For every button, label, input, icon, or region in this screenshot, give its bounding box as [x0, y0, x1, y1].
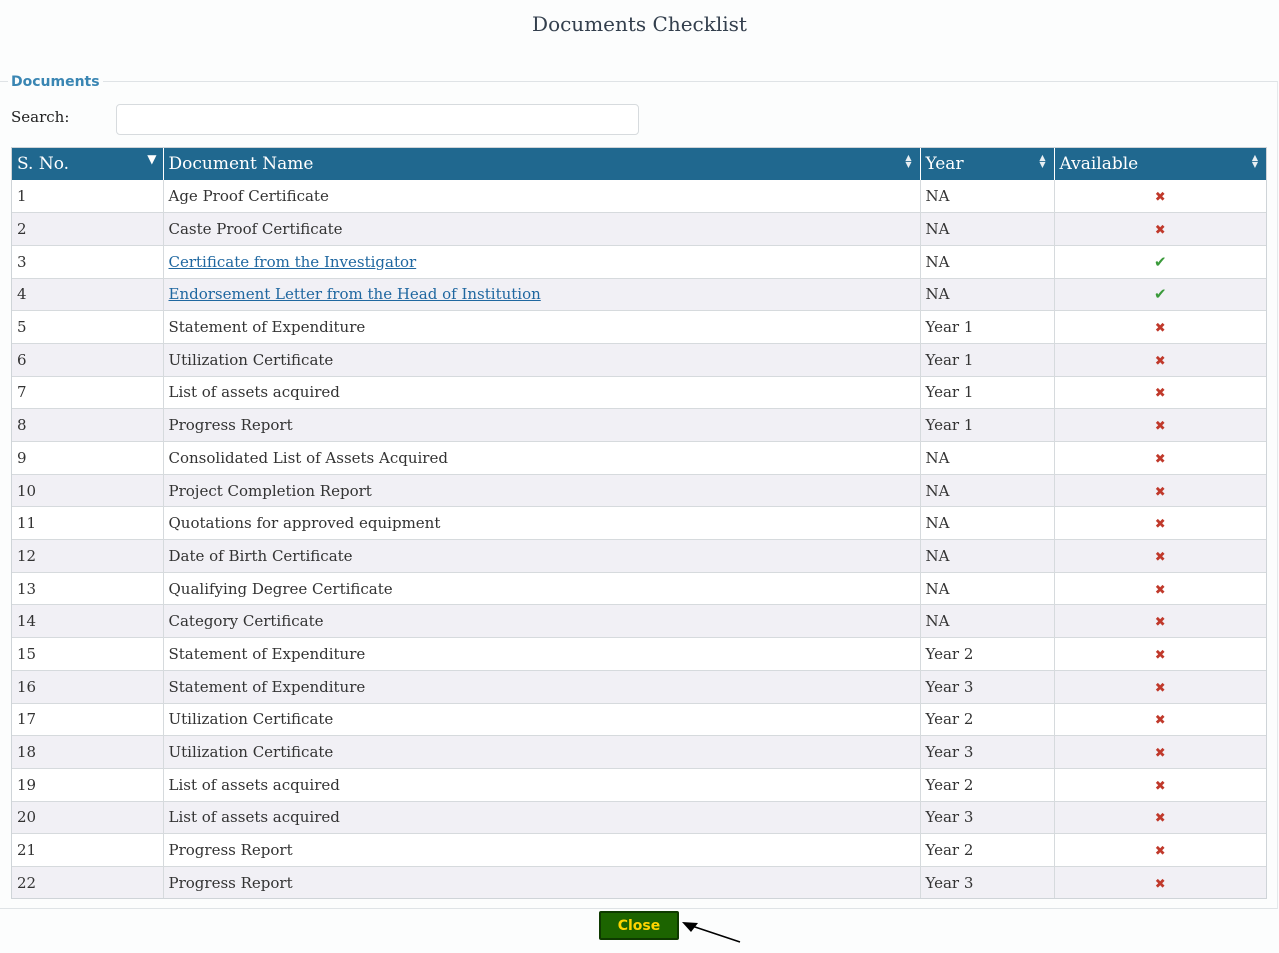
table-row — [12, 638, 1266, 671]
cross-icon: ✖ — [1154, 190, 1166, 206]
cross-icon: ✖ — [1154, 517, 1166, 533]
document-name: Progress Report — [168, 416, 293, 435]
documents-table-container — [11, 147, 1267, 899]
cell-sno: 16 — [12, 670, 163, 703]
document-name: List of assets acquired — [168, 775, 340, 794]
cell-year: NA — [920, 213, 1054, 246]
cell-sno: 2 — [12, 213, 163, 246]
cell-available — [1054, 474, 1266, 507]
cell-document-name — [163, 834, 920, 867]
cell-available — [1054, 278, 1266, 311]
cell-document-name — [163, 311, 920, 344]
cell-sno: 1 — [12, 180, 163, 213]
cross-icon: ✖ — [1154, 713, 1166, 729]
cell-year: Year 3 — [920, 670, 1054, 703]
cross-icon: ✖ — [1154, 419, 1166, 435]
cross-icon: ✖ — [1154, 844, 1166, 860]
table-row — [12, 736, 1266, 769]
cell-available — [1054, 180, 1266, 213]
cell-year: Year 2 — [920, 638, 1054, 671]
cell-sno: 7 — [12, 376, 163, 409]
document-name: Statement of Expenditure — [168, 644, 366, 663]
cell-year: NA — [920, 540, 1054, 573]
document-name: Age Proof Certificate — [168, 187, 329, 206]
table-row — [12, 866, 1266, 899]
table-row — [12, 834, 1266, 867]
cell-year: Year 1 — [920, 311, 1054, 344]
cell-available — [1054, 736, 1266, 769]
cell-sno: 19 — [12, 768, 163, 801]
column-header-year[interactable] — [920, 148, 1054, 180]
table-row — [12, 278, 1266, 311]
cell-sno: 5 — [12, 311, 163, 344]
cross-icon: ✖ — [1154, 386, 1166, 402]
cell-document-name — [163, 866, 920, 899]
cell-sno: 11 — [12, 507, 163, 540]
table-header-row — [12, 148, 1266, 180]
cell-document-name — [163, 474, 920, 507]
cross-icon: ✖ — [1154, 582, 1166, 598]
cell-year: Year 1 — [920, 409, 1054, 442]
cell-document-name — [163, 180, 920, 213]
document-name: Qualifying Degree Certificate — [168, 579, 393, 598]
document-name: Progress Report — [168, 841, 293, 860]
cell-available — [1054, 605, 1266, 638]
cell-available — [1054, 245, 1266, 278]
cross-icon: ✖ — [1154, 647, 1166, 663]
cell-available — [1054, 507, 1266, 540]
sort-icon[interactable]: ▲ ▼ — [1039, 153, 1046, 169]
column-header-label: S. No. — [17, 154, 70, 174]
cell-available — [1054, 866, 1266, 899]
cell-available — [1054, 213, 1266, 246]
cross-icon: ✖ — [1154, 811, 1166, 827]
table-row — [12, 474, 1266, 507]
cell-available — [1054, 572, 1266, 605]
cell-available — [1054, 311, 1266, 344]
table-row — [12, 311, 1266, 344]
cross-icon: ✖ — [1154, 321, 1166, 337]
cell-year: Year 2 — [920, 768, 1054, 801]
document-name: Utilization Certificate — [168, 710, 334, 729]
table-row — [12, 213, 1266, 246]
column-header-sno[interactable] — [12, 148, 163, 180]
cell-sno: 4 — [12, 278, 163, 311]
cross-icon: ✖ — [1154, 778, 1166, 794]
cell-year: Year 3 — [920, 736, 1054, 769]
table-body — [12, 180, 1266, 899]
cell-available — [1054, 638, 1266, 671]
cell-available — [1054, 703, 1266, 736]
cell-year: Year 3 — [920, 801, 1054, 834]
cell-sno: 18 — [12, 736, 163, 769]
table-row — [12, 245, 1266, 278]
search-input[interactable] — [116, 104, 639, 135]
arrow-pointer-icon — [680, 918, 744, 946]
cell-document-name — [163, 376, 920, 409]
cell-year: Year 3 — [920, 866, 1054, 899]
document-name: List of assets acquired — [168, 383, 340, 402]
cell-year: Year 2 — [920, 834, 1054, 867]
cell-sno: 3 — [12, 245, 163, 278]
cell-document-name — [163, 638, 920, 671]
cell-document-name — [163, 605, 920, 638]
column-header-label: Year — [925, 154, 964, 174]
cell-year: NA — [920, 605, 1054, 638]
cross-icon: ✖ — [1154, 680, 1166, 696]
cross-icon: ✖ — [1154, 451, 1166, 467]
document-name: List of assets acquired — [168, 808, 340, 827]
cross-icon: ✖ — [1154, 549, 1166, 565]
documents-legend: Documents — [8, 74, 103, 90]
cell-year: NA — [920, 278, 1054, 311]
cell-sno: 14 — [12, 605, 163, 638]
table-row — [12, 768, 1266, 801]
table-row — [12, 801, 1266, 834]
cross-icon: ✖ — [1154, 615, 1166, 631]
search-label: Search: — [11, 108, 70, 126]
cell-available — [1054, 409, 1266, 442]
cell-document-name — [163, 409, 920, 442]
table-row — [12, 670, 1266, 703]
check-icon: ✔ — [1153, 252, 1167, 271]
cell-available — [1054, 768, 1266, 801]
table-row — [12, 409, 1266, 442]
cell-sno: 22 — [12, 866, 163, 899]
table-row — [12, 703, 1266, 736]
table-row — [12, 343, 1266, 376]
cell-document-name — [163, 703, 920, 736]
cell-year: NA — [920, 507, 1054, 540]
cell-available — [1054, 442, 1266, 475]
table-row — [12, 442, 1266, 475]
cell-document-name — [163, 245, 920, 278]
cell-year: NA — [920, 245, 1054, 278]
document-name: Consolidated List of Assets Acquired — [168, 448, 448, 467]
cell-available — [1054, 343, 1266, 376]
cell-sno: 17 — [12, 703, 163, 736]
document-name: Progress Report — [168, 873, 293, 892]
table-row — [12, 507, 1266, 540]
cell-sno: 21 — [12, 834, 163, 867]
cross-icon: ✖ — [1154, 484, 1166, 500]
cell-document-name — [163, 442, 920, 475]
document-link[interactable]: Endorsement Letter from the Head of Institution — [168, 285, 541, 304]
cell-available — [1054, 834, 1266, 867]
cell-year: Year 1 — [920, 343, 1054, 376]
column-header-available[interactable] — [1054, 148, 1266, 180]
cross-icon: ✖ — [1154, 223, 1166, 239]
cell-document-name — [163, 507, 920, 540]
cell-year: NA — [920, 474, 1054, 507]
sort-icon[interactable]: ▲ ▼ — [905, 153, 912, 169]
cell-available — [1054, 801, 1266, 834]
cell-sno: 6 — [12, 343, 163, 376]
cell-document-name — [163, 572, 920, 605]
cell-document-name — [163, 670, 920, 703]
document-name: Project Completion Report — [168, 481, 372, 500]
document-name: Utilization Certificate — [168, 350, 334, 369]
table-row — [12, 605, 1266, 638]
cell-year: NA — [920, 442, 1054, 475]
document-name: Quotations for approved equipment — [168, 514, 441, 533]
cross-icon: ✖ — [1154, 876, 1166, 892]
column-header-document-name[interactable] — [163, 148, 920, 180]
cell-available — [1054, 670, 1266, 703]
sort-icon[interactable]: ▲ ▼ — [1251, 153, 1258, 169]
sort-desc-icon[interactable]: ▼ — [147, 152, 157, 166]
table-row — [12, 376, 1266, 409]
cell-document-name — [163, 736, 920, 769]
cell-document-name — [163, 801, 920, 834]
document-link[interactable]: Certificate from the Investigator — [168, 252, 417, 271]
page-title: Documents Checklist — [532, 12, 747, 36]
cell-available — [1054, 540, 1266, 573]
cell-document-name — [163, 540, 920, 573]
document-name: Utilization Certificate — [168, 743, 334, 762]
table-row — [12, 540, 1266, 573]
cell-sno: 15 — [12, 638, 163, 671]
cell-document-name — [163, 278, 920, 311]
cell-year: Year 1 — [920, 376, 1054, 409]
table-row — [12, 180, 1266, 213]
cell-sno: 9 — [12, 442, 163, 475]
cell-sno: 20 — [12, 801, 163, 834]
cell-sno: 10 — [12, 474, 163, 507]
document-name: Statement of Expenditure — [168, 318, 366, 337]
check-icon: ✔ — [1153, 285, 1167, 304]
cell-document-name — [163, 768, 920, 801]
cell-document-name — [163, 213, 920, 246]
table-row — [12, 572, 1266, 605]
cell-sno: 12 — [12, 540, 163, 573]
cell-year: Year 2 — [920, 703, 1054, 736]
document-name: Caste Proof Certificate — [168, 220, 343, 239]
close-button[interactable]: Close — [599, 911, 679, 940]
column-header-label: Available — [1059, 154, 1139, 174]
cell-year: NA — [920, 180, 1054, 213]
cross-icon: ✖ — [1154, 353, 1166, 369]
cross-icon: ✖ — [1154, 746, 1166, 762]
document-name: Date of Birth Certificate — [168, 546, 353, 565]
document-name: Category Certificate — [168, 612, 324, 631]
documents-table — [12, 148, 1266, 899]
document-name: Statement of Expenditure — [168, 677, 366, 696]
cell-sno: 13 — [12, 572, 163, 605]
column-header-label: Document Name — [168, 154, 314, 174]
cell-sno: 8 — [12, 409, 163, 442]
cell-available — [1054, 376, 1266, 409]
cell-document-name — [163, 343, 920, 376]
cell-year: NA — [920, 572, 1054, 605]
